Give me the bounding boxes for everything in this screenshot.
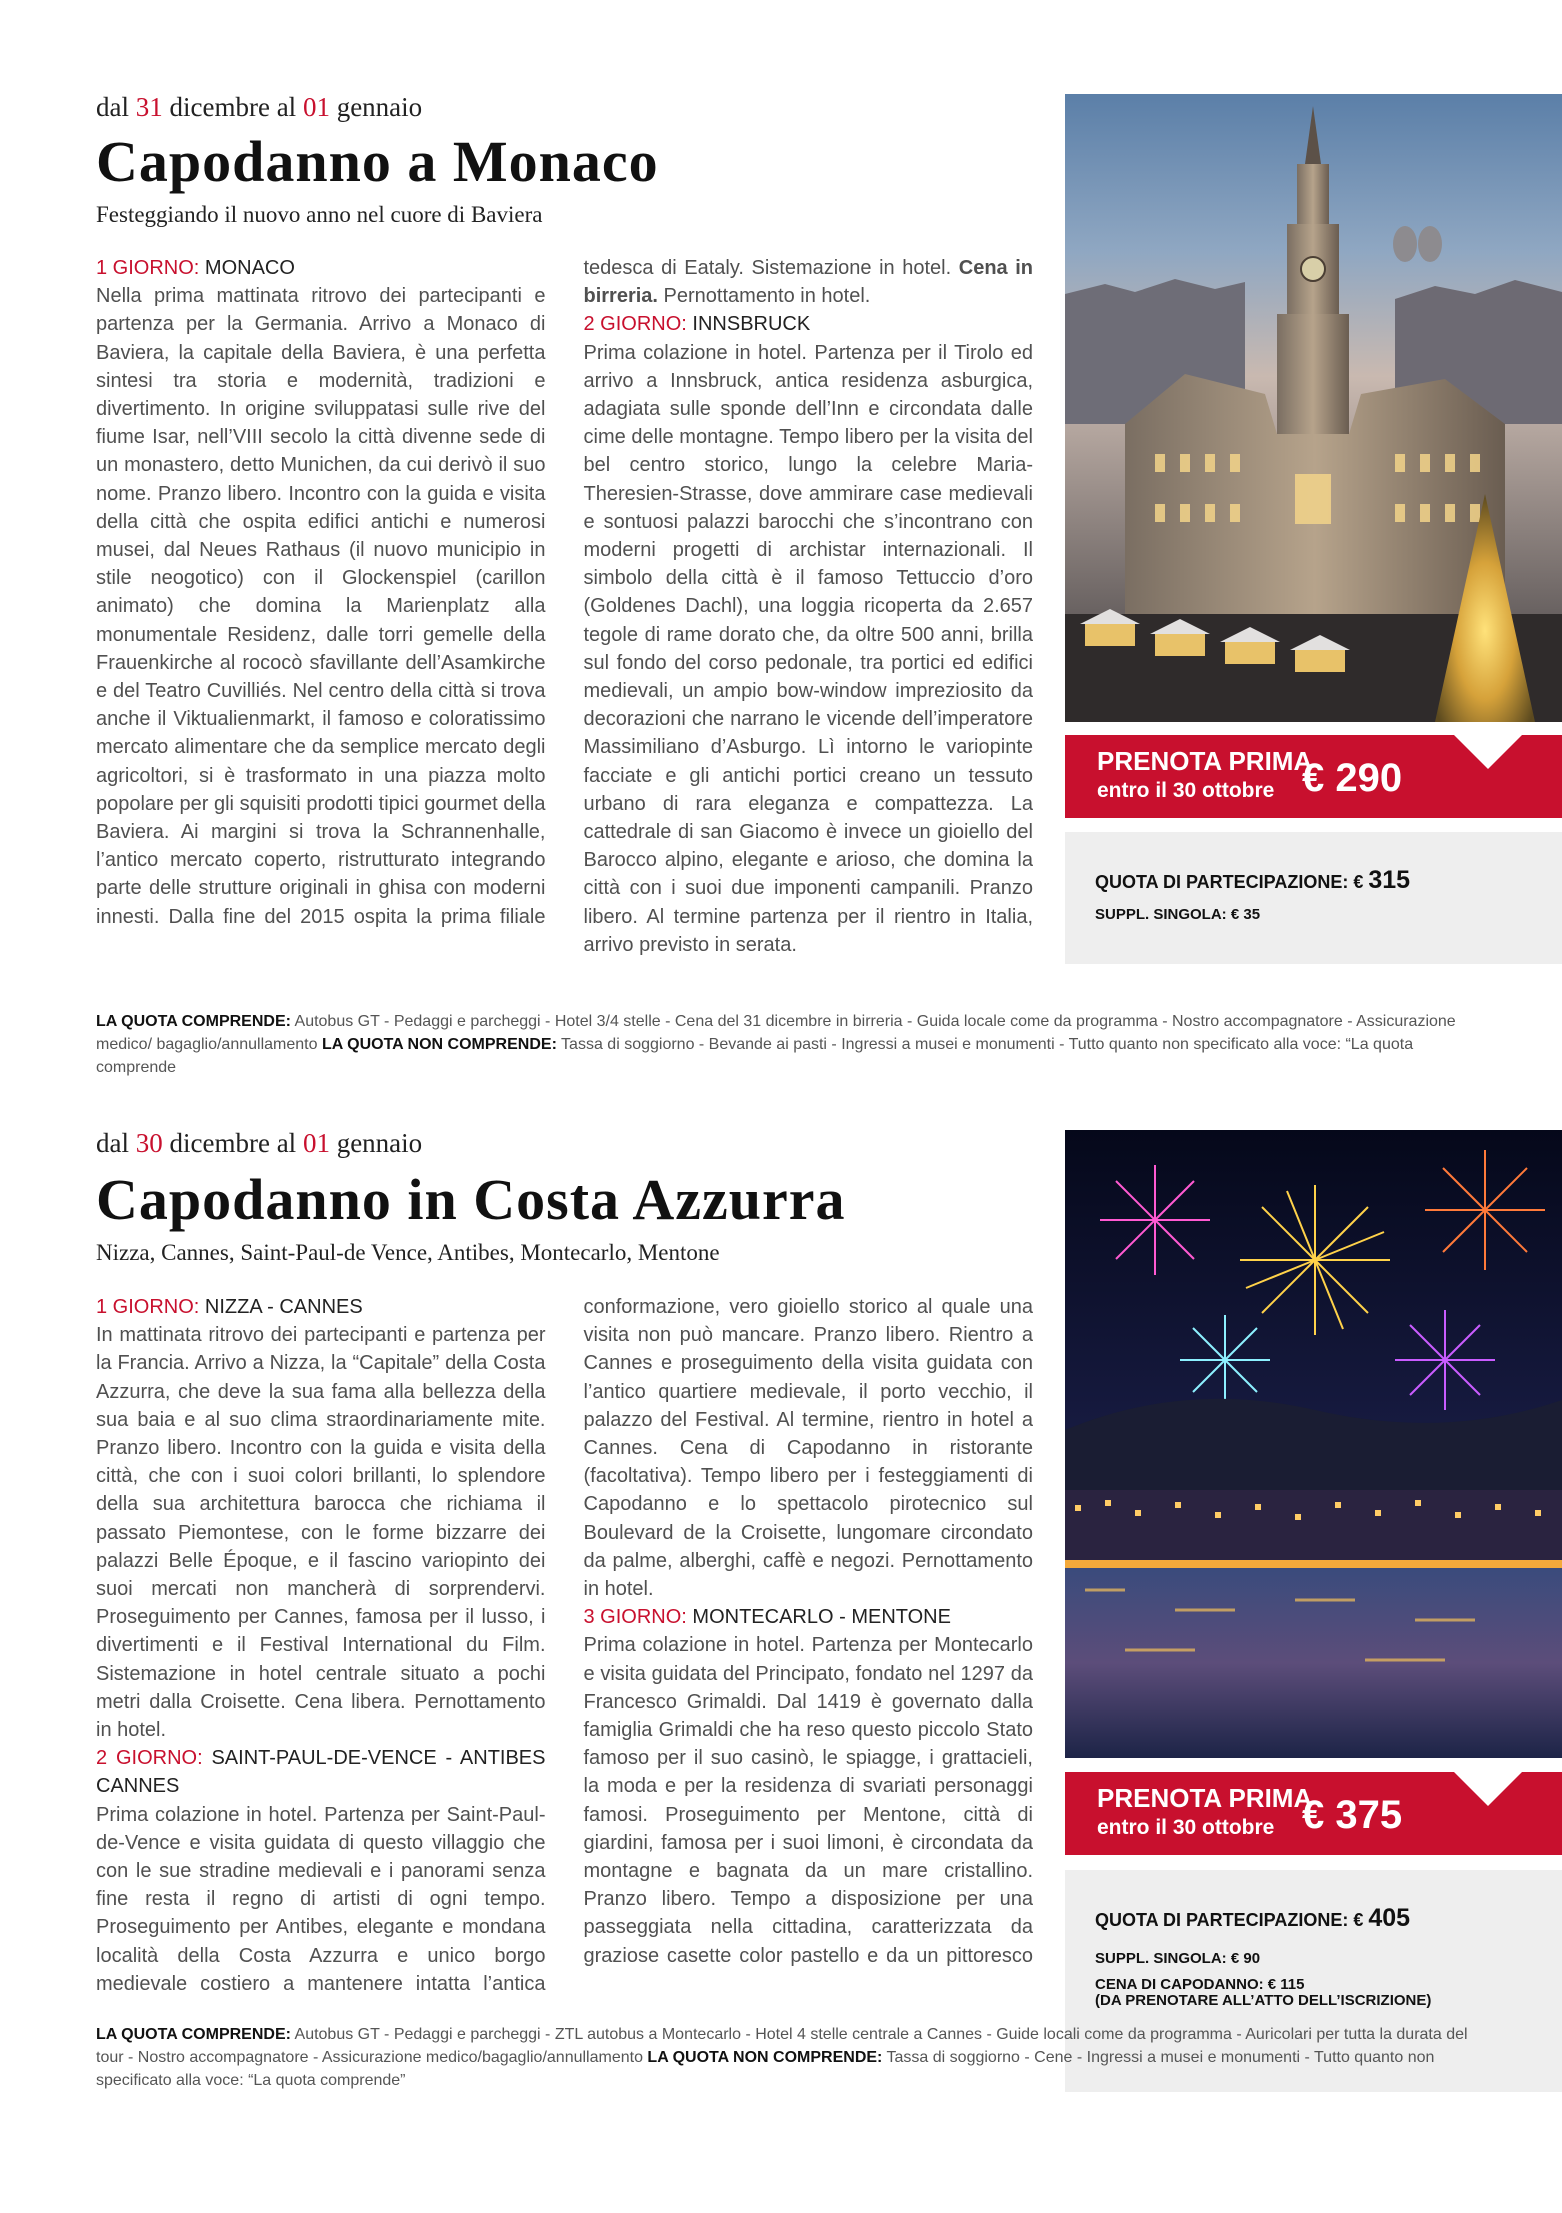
day-heading bbox=[96, 1747, 546, 1797]
trip-subtitle: Festeggiando il nuovo anno nel cuore di Baviera bbox=[96, 202, 543, 227]
promo-label: PRENOTA PRIMA bbox=[1097, 1783, 1313, 1813]
day-place: MONACO bbox=[204, 257, 295, 279]
date-to-month: gennaio bbox=[336, 1128, 423, 1158]
dates-prefix: dal bbox=[96, 92, 129, 122]
excludes-text: Tassa di soggiorno - Bevande ai pasti - Ingressi a musei e monumenti - Tutto quanto non specificato alla voce: “La quota comprende bbox=[96, 1036, 1414, 1076]
price-label: QUOTA DI PARTECIPAZIONE: € bbox=[1095, 1910, 1364, 1930]
price-label: QUOTA DI PARTECIPAZIONE: € bbox=[1095, 872, 1364, 892]
day-number: 1 GIORNO: bbox=[96, 257, 200, 279]
new-year-dinner-price: CENA DI CAPODANNO: € 115 bbox=[1095, 1976, 1305, 1993]
day-place: INNSBRUCK bbox=[692, 313, 811, 336]
nice-fireworks-photo bbox=[1065, 1130, 1562, 1758]
banner-notch bbox=[1454, 735, 1522, 769]
trip-subtitle: Nizza, Cannes, Saint-Paul-de Vence, Antibes, Montecarlo, Mentone bbox=[96, 1240, 720, 1265]
day-text: Prima colazione in hotel. Partenza per Montecarlo e visita guidata del Principato, fondato nel 1297 da Francesco Grimaldi. Dal 1419 è governato dalla famiglia Grimaldi che ha reso questo piccolo Stato famoso per il suo casinò, le spiagge, i grattacieli, la moda e per la residenza di svariati personaggi famosi. Proseguimento per Mentone, città di giardini, famosa per i suoi limoni, è circondata da montagne e bagnata da un mare cristallino. Pranzo libero. Tempo a disposizione per una passeggiata nella cittadina, caratterizzata da graziose casette color pastello e da un pittoresco bbox=[583, 1634, 1033, 1967]
price-value: 405 bbox=[1368, 1904, 1411, 1932]
dates-prefix: dal bbox=[96, 1128, 129, 1158]
munich-town-hall-photo bbox=[1065, 94, 1562, 722]
trip-dates bbox=[96, 1128, 422, 1159]
day-number: 3 GIORNO: bbox=[583, 1606, 687, 1629]
date-to-day: 01 bbox=[302, 1128, 330, 1158]
promo-price: € 375 bbox=[1302, 1793, 1403, 1837]
itinerary bbox=[96, 254, 1033, 974]
price-value: 315 bbox=[1368, 866, 1411, 894]
trip-cote-azur bbox=[0, 1080, 1562, 2213]
date-from-day: 30 bbox=[135, 1128, 163, 1158]
date-from-month: dicembre al bbox=[169, 1128, 297, 1158]
early-booking-banner bbox=[1065, 735, 1562, 818]
trip-dates bbox=[96, 92, 422, 123]
day-number: 2 GIORNO: bbox=[96, 1747, 203, 1770]
excludes-text: Tassa di soggiorno - Cene - Ingressi a musei e monumenti - Tutto quanto non specificato alla voce: “La quota comprende” bbox=[96, 2049, 1435, 2089]
early-booking-banner bbox=[1065, 1772, 1562, 1855]
day-text: Prima colazione in hotel. Partenza per Saint-Paul-de-Vence e visita guidata di questo villaggio che con le sue stradine medievali e i panorami senza fine resta il regno di artisti di ogni tempo. Proseguimento per Antibes, elegante e mondana località della Costa Azzurra e unico borgo medievale costiero a mantenere intatta l’antica conformazione, vero gioiello storico al quale una visita non può mancare. Pranzo libero. Rientro a Cannes e proseguimento della visita guidata con l’antico quartiere medievale, il porto vecchio, il palazzo del Festival. Al termine, rientro in hotel a Cannes. Cena di Capodanno in ristorante (facoltativa). Tempo libero per i festeggiamenti di Capodanno e lo spettacolo pirotecnico sul Boulevard de la Croisette, lungomare circondato da palme, alberghi, caffè e negozi. Pernottamento in hotel. bbox=[96, 1296, 1033, 1995]
date-from-day: 31 bbox=[135, 92, 163, 122]
includes-label: LA QUOTA COMPRENDE: bbox=[96, 2026, 291, 2043]
day-number: 1 GIORNO: bbox=[96, 1296, 200, 1318]
single-supplement: SUPPL. SINGOLA: € 90 bbox=[1095, 1950, 1261, 1967]
promo-deadline: entro il 30 ottobre bbox=[1097, 779, 1275, 802]
participation-price bbox=[1095, 866, 1410, 895]
itinerary-day bbox=[584, 310, 1034, 959]
excludes-label: LA QUOTA NON COMPRENDE: bbox=[321, 1036, 557, 1053]
banner-notch bbox=[1454, 1772, 1522, 1806]
day-heading bbox=[96, 1296, 363, 1318]
excludes-label: LA QUOTA NON COMPRENDE: bbox=[647, 2049, 883, 2066]
day-heading bbox=[584, 313, 811, 335]
day-place: MONTECARLO - MENTONE bbox=[692, 1606, 951, 1629]
participation-price bbox=[1095, 1904, 1410, 1933]
trip-title: Capodanno in Costa Azzurra bbox=[96, 1167, 846, 1232]
day-heading bbox=[96, 257, 295, 279]
promo-price: € 290 bbox=[1302, 756, 1403, 800]
date-to-month: gennaio bbox=[336, 92, 423, 122]
day-number: 2 GIORNO: bbox=[583, 313, 687, 336]
price-includes bbox=[96, 1010, 1476, 1079]
includes-text: Autobus GT - Pedaggi e parcheggi - Hotel 3/4 stelle - Cena del 31 dicembre in birreria - Guida locale come da programma - Nostro accompagnatore - Assicurazione medico/ bagaglio/annullamento bbox=[96, 1013, 1456, 1053]
day-text-end: Pernottamento in hotel. bbox=[663, 285, 871, 308]
includes-label: LA QUOTA COMPRENDE: bbox=[96, 1013, 291, 1030]
trip-munich bbox=[0, 0, 1562, 1080]
day-highlight: Cena in birreria. bbox=[583, 257, 1033, 308]
date-from-month: dicembre al bbox=[169, 92, 297, 122]
promo-label: PRENOTA PRIMA bbox=[1097, 746, 1313, 776]
day-text: In mattinata ritrovo dei partecipanti e partenza per la Francia. Arrivo a Nizza, la “Capitale” della Costa Azzurra, che deve la sua fama alla bellezza della sua baia e al suo clima straordinariamente mite. Pranzo libero. Incontro con la guida e visita della città, che con i suoi colori brillanti, lo splendore della sua architettura barocca che richiama il passato Piemontese, con le forme bizzarre dei palazzi Belle Époque, e il fascino variopinto dei suoi mercati non mancherà di sorprendervi. Proseguimento per Cannes, famosa per il lusso, i divertimenti e il Festival International du Film. Sistemazione in hotel centrale situato a pochi metri dalla Croisette. Cena libera. Pernottamento in hotel. bbox=[96, 1324, 546, 1742]
day-heading bbox=[584, 1606, 951, 1628]
day-text: Prima colazione in hotel. Partenza per il Tirolo ed arrivo a Innsbruck, antica residenza asburgica, adagiata sulle sponde dell’Inn e circondata dalle cime delle montagne. Tempo libero per la visita del bel centro storico, lungo la celebre Maria-Theresien-Strasse, dove ammirare case medievali e sontuosi palazzi barocchi che s’incontrano con moderni progetti di archistar internazionali. Il simbolo della città è il famoso Tettuccio d’oro (Goldenes Dachl), una loggia ricoperta da 2.657 tegole di rame dorato che, da oltre 500 anni, brilla sul fondo del corso pedonale, tra portici ed edifici medievali, un ampio bow-window impreziosito da decorazioni che narrano le vicende dell’imperatore Massimiliano d’Asburgo. Lì intorno le variopinte facciate e gli antichi portici creano un tessuto urbano di rara eleganza e compattezza. La cattedrale di san Giacomo è invece un gioiello del Barocco alpino, elegante e arioso, che domina la città con i suoi due imponenti campanili. Pranzo libero. Al termine partenza per il rientro in Italia, arrivo previsto in serata. bbox=[583, 341, 1033, 956]
day-place: NIZZA - CANNES bbox=[204, 1296, 363, 1318]
includes-text: Autobus GT - Pedaggi e parcheggi - ZTL autobus a Montecarlo - Hotel 4 stelle centrale a Cannes - Guide locali come da programma - Auricolari per tutta la durata del tour - Nostro accompagnatore - Assicurazione medico/bagaglio/annullamento bbox=[96, 2026, 1468, 2066]
date-to-day: 01 bbox=[302, 92, 330, 122]
booking-note: (DA PRENOTARE ALL’ATTO DELL’ISCRIZIONE) bbox=[1095, 1992, 1432, 2009]
itinerary-day bbox=[96, 1293, 546, 1744]
itinerary bbox=[96, 1293, 1033, 2013]
price-box bbox=[1065, 832, 1562, 964]
trip-title: Capodanno a Monaco bbox=[96, 129, 659, 194]
day-text: Nella prima mattinata ritrovo dei partecipanti e partenza per la Germania. Arrivo a Monaco di Baviera, la capitale della Baviera, è una perfetta sintesi tra storia e modernità, tradizioni e divertimento. In origine sviluppatasi sulle rive del fiume Isar, nell’VIII secolo la città divenne sede di un monastero, detto Munichen, da cui derivò il suo nome. Pranzo libero. Incontro con la guida e visita della città che ospita edifici antichi e numerosi musei, dal Neues Rathaus (il nuovo municipio in stile neogotico) con il Glockenspiel (carillon animato) che domina la Marienplatz alla monumentale Residenz, dalle torri gemelle della Frauenkirche al rococò sfavillante dell’Asamkirche e del Teatro Cuvilliés. Nel centro della città si trova anche il Viktualienmarkt, il famoso e coloratissimo mercato alimentare che da semplice mercato degli agricoltori, si è trasformato in una piazza molto popolare per gli squisiti prodotti tipici gourmet della Baviera. Ai margini si trova la Schrannenhalle, l’antico mercato coperto, ristrutturato integrando parte delle strutture originali in ghisa con moderni innesti. Dalla fine del 2015 ospita la prima filiale tedesca di Eataly. Sistemazione in hotel. bbox=[96, 257, 952, 928]
single-supplement: SUPPL. SINGOLA: € 35 bbox=[1095, 906, 1261, 923]
price-includes bbox=[96, 2023, 1496, 2092]
day-place: SAINT-PAUL-DE-VENCE - ANTIBES CANNES bbox=[96, 1747, 546, 1798]
promo-deadline: entro il 30 ottobre bbox=[1097, 1816, 1275, 1839]
